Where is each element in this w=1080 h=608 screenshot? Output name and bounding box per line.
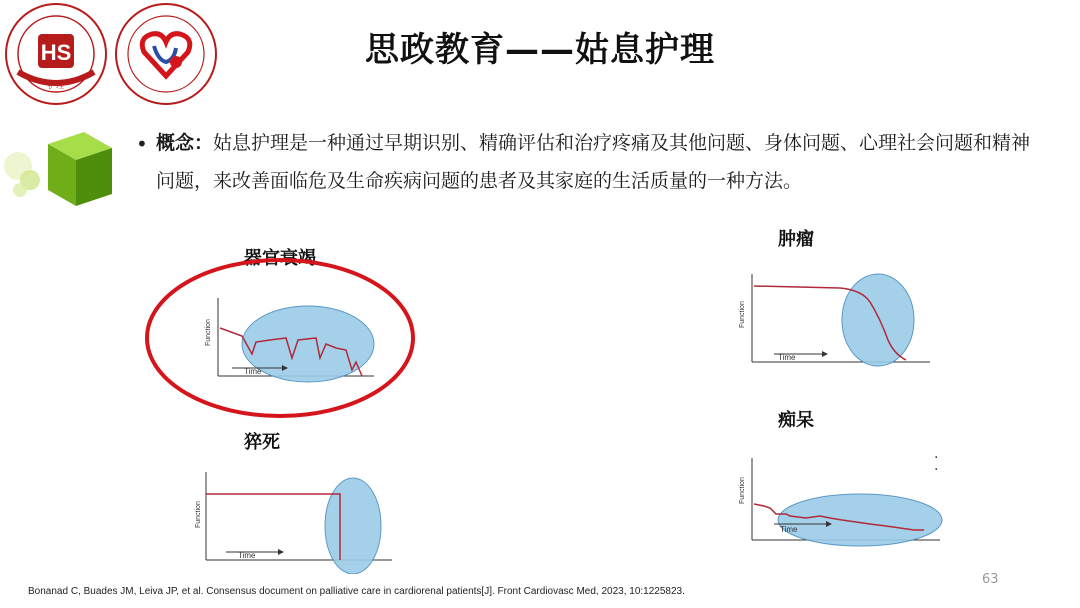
x-axis-label: Time [780, 525, 798, 534]
y-axis-label: Function [205, 319, 212, 346]
bullet-icon: • [136, 132, 148, 156]
decorative-dots: · · [934, 450, 939, 478]
department-logo-right [114, 2, 218, 106]
page-number: 63 [982, 572, 999, 587]
chart-dementia [730, 450, 950, 560]
focus-ellipse [778, 494, 942, 546]
logo-letters: HS [40, 40, 72, 65]
chart-label-organ-failure: 器官衰竭 [244, 248, 316, 269]
chart-cancer [730, 266, 940, 376]
cube-decoration [0, 118, 130, 218]
chart-label-sudden-death: 猝死 [244, 432, 280, 453]
y-axis-label: Function [739, 301, 746, 328]
chart-organ-failure [140, 254, 430, 424]
focus-ellipse [325, 478, 381, 574]
citation: Bonanad C, Buades JM, Leiva JP, et al. Consensus document on palliative care in cardiorenal patients[J]. Front Cardiovasc Med, 2023, 10:1225823. [28, 586, 685, 597]
x-axis-label: Time [778, 353, 796, 362]
chart-sudden-death [192, 464, 402, 574]
chart-label-cancer: 肿瘤 [778, 229, 814, 250]
slide-title: 思政教育——姑息护理 [365, 30, 715, 70]
focus-ellipse [242, 306, 374, 382]
concept-text: 姑息护理是一种通过早期识别、精确评估和治疗疼痛及其他问题、身体问题、心理社会问题和精神问题，来改善面临危及生命疾病问题的患者及其家庭的生活质量的一种方法。 [156, 132, 1031, 192]
x-axis-label: Time [238, 551, 256, 560]
concept-label: 概念： [156, 132, 214, 154]
function-curve [206, 494, 340, 560]
focus-ellipse [842, 274, 914, 366]
y-axis-label: Function [739, 477, 746, 504]
hospital-logo-left [4, 2, 108, 106]
concept-paragraph [156, 124, 1046, 200]
logo-small-text: 护理 [48, 81, 64, 90]
chart-label-dementia: 痴呆 [778, 410, 814, 431]
x-axis-label: Time [244, 367, 262, 376]
y-axis-label: Function [195, 501, 202, 528]
